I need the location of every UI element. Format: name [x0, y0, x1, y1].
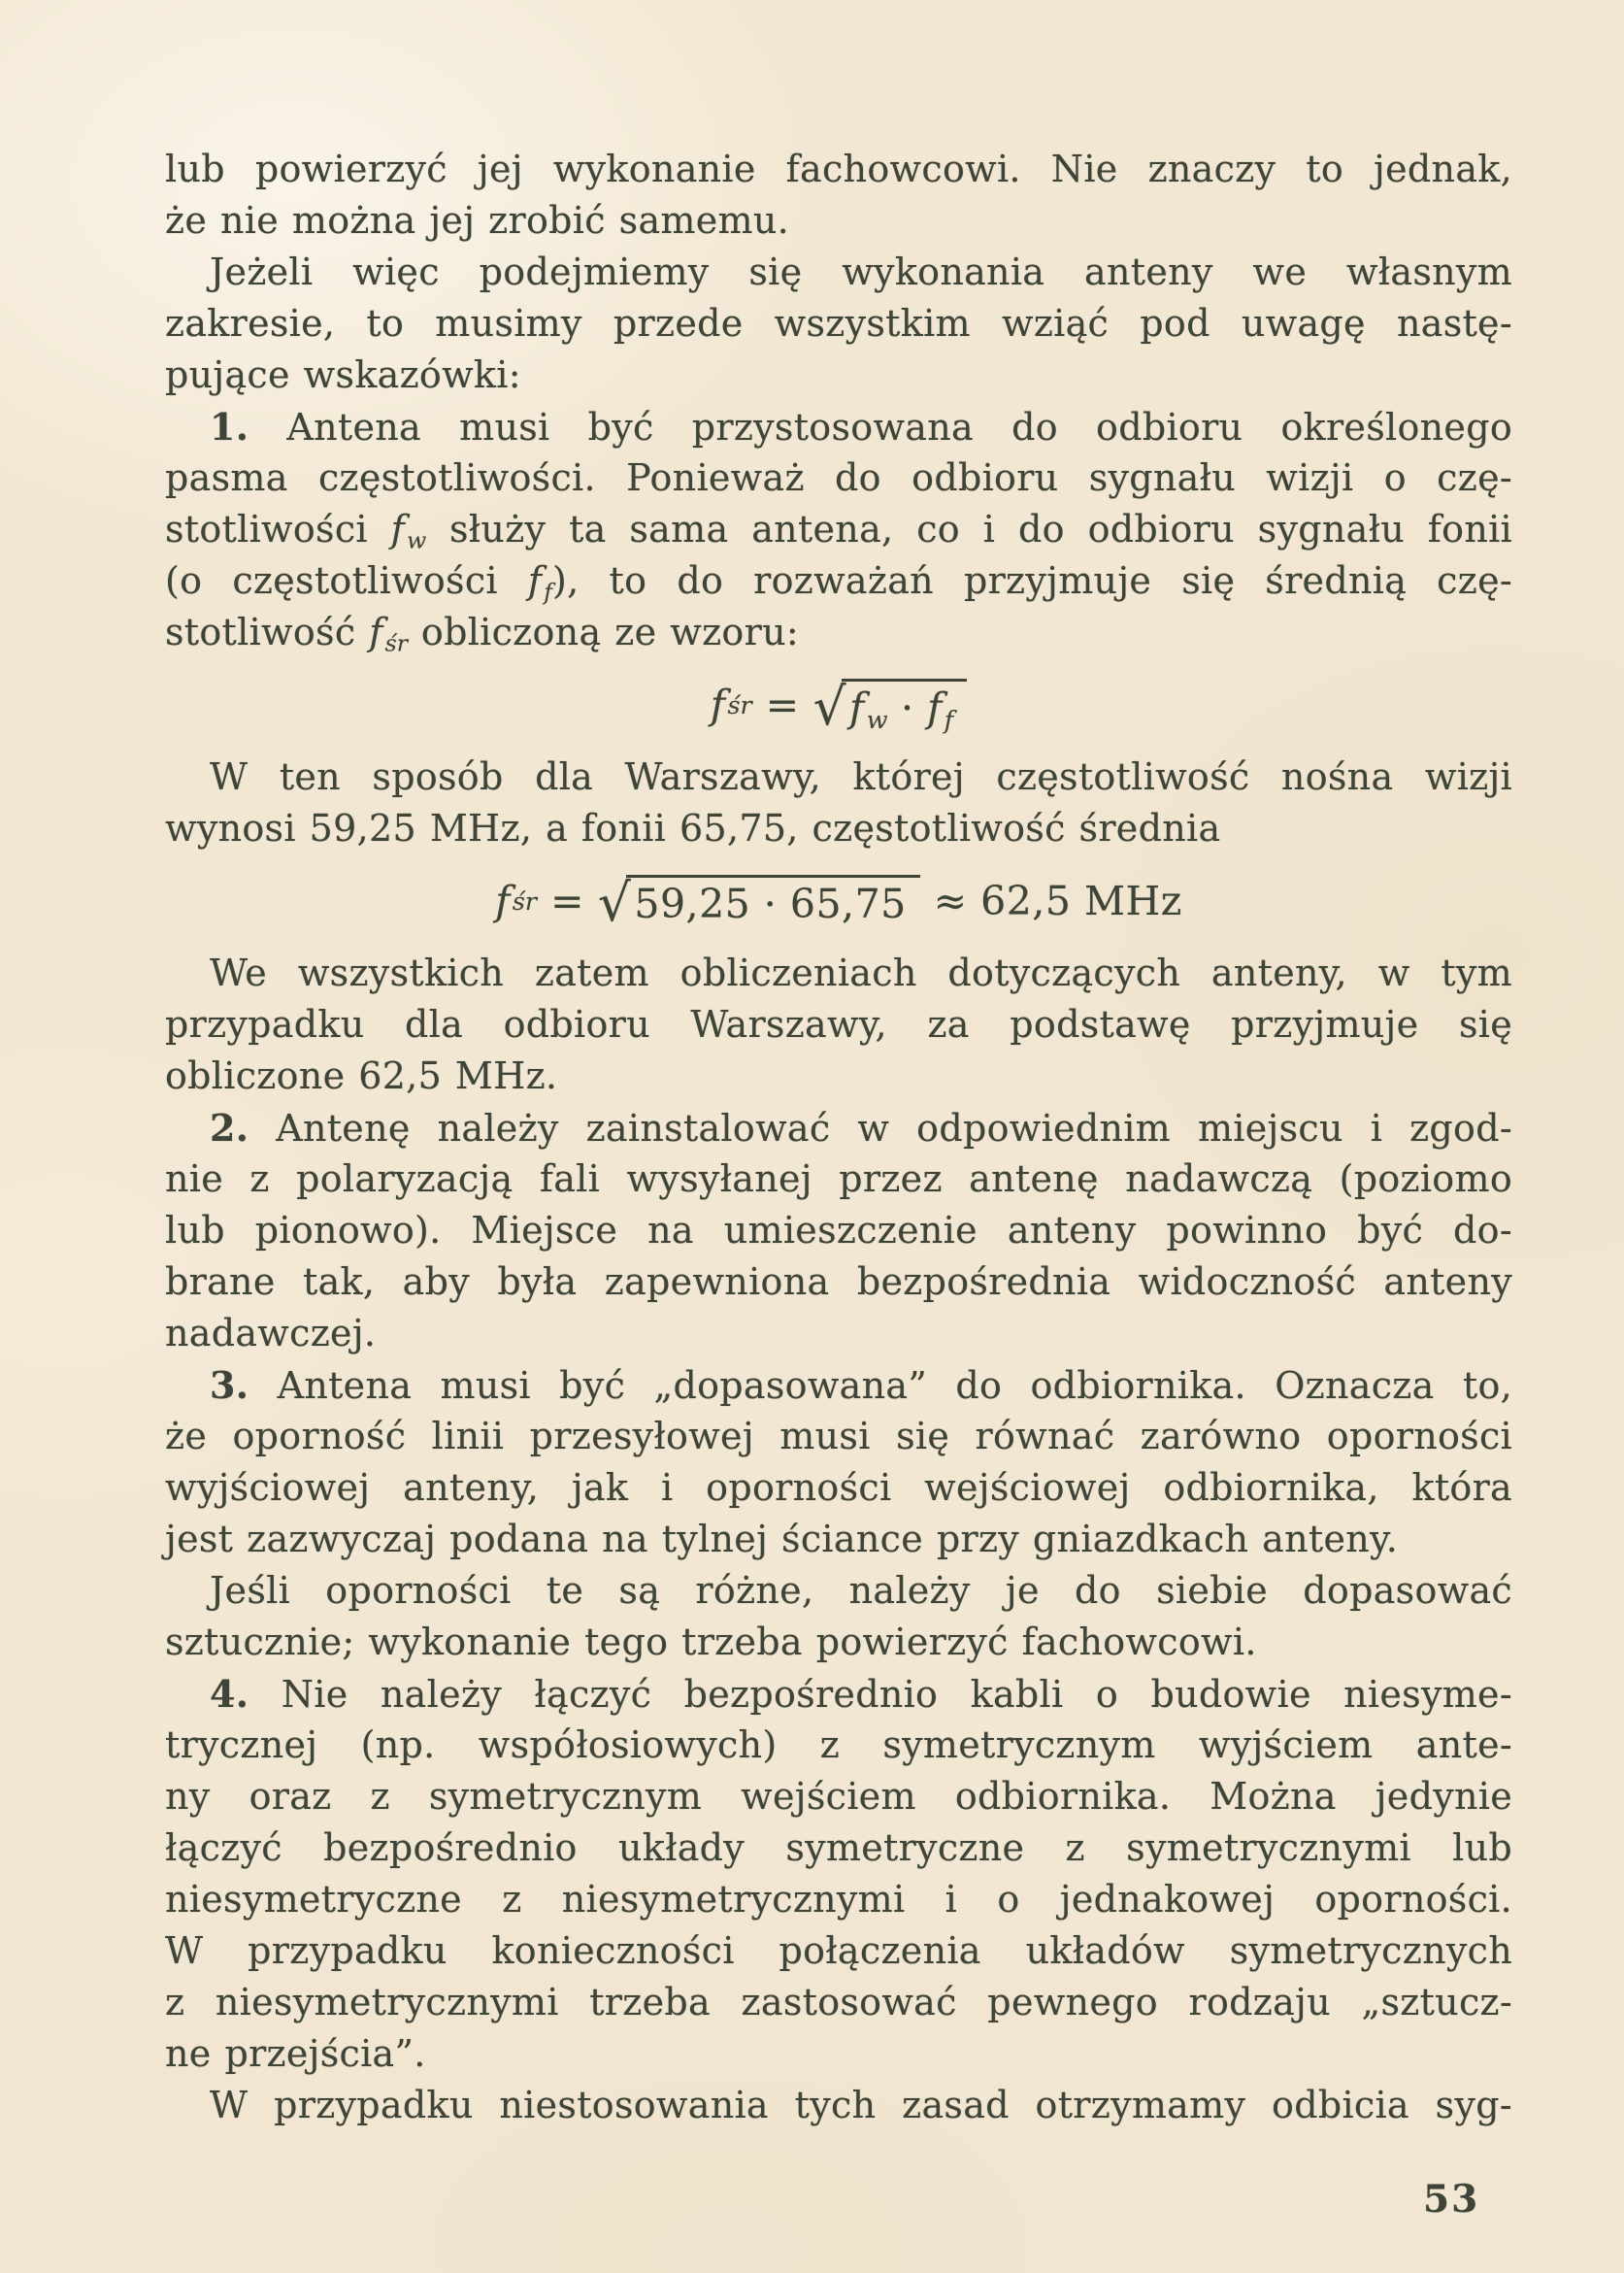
list-item-number: 4. [210, 1672, 249, 1716]
text-line: pasma częstotliwości. Ponieważ do odbioru sygnału wizji o czę- [165, 456, 1512, 499]
text-line: (o częstotliwości $f_f$), to do rozważań przyjmuje się średnią czę- [165, 559, 1513, 606]
text-line: z niesymetrycznymi trzeba zastosować pewnego rodzaju „sztucz- [165, 1981, 1512, 2023]
text-line: stotliwość $f_{śr}$ obliczoną ze wzoru: [165, 611, 799, 657]
text-line: stotliwości $f_w$ służy ta sama antena, co i do odbioru sygnału fonii [165, 508, 1513, 554]
text-line: przypadku dla odbioru Warszawy, za podstawę przyjmuje się [165, 1003, 1512, 1046]
text-line: wyjściowej anteny, jak i oporności wejściowej odbiornika, która [165, 1466, 1512, 1509]
list-item-number: 2. [210, 1106, 249, 1150]
math-subscript: w [407, 526, 427, 554]
math-subscript: f [944, 705, 954, 735]
text-line: 3. Antena musi być „dopasowana” do odbiornika. Oznacza to, [210, 1363, 1512, 1407]
text-line: niesymetryczne z niesymetrycznymi i o jednakowej oporności. [165, 1878, 1512, 1921]
text-line: trycznej (np. współosiowych) z symetrycznym wyjściem ante- [165, 1723, 1512, 1766]
text-line: W ten sposób dla Warszawy, której częstotliwość nośna wizji [210, 755, 1512, 798]
math-variable-f: f [710, 682, 726, 728]
text-line: wynosi 59,25 MHz, a fonii 65,75, częstotliwość średnia [165, 807, 1221, 850]
text-line: nadawczej. [165, 1312, 377, 1354]
equals-sign: = [765, 682, 800, 728]
math-variable-f: f [527, 559, 543, 602]
page-number: 53 [1423, 2177, 1480, 2222]
text-line: łączyć bezpośrednio układy symetryczne z symetrycznymi lub [165, 1826, 1512, 1869]
math-variable-f: f [369, 611, 383, 653]
text-line: W przypadku niestosowania tych zasad otrzymamy odbicia syg- [210, 2084, 1512, 2126]
text-line: brane tak, aby była zapewniona bezpośrednia widoczność anteny [165, 1260, 1512, 1303]
text-line: ne przejścia”. [165, 2032, 426, 2075]
math-variable-f: f [927, 684, 943, 731]
text-line: Jeżeli więc podejmiemy się wykonania anteny we własnym [210, 251, 1512, 293]
text-line: Jeśli oporności te są różne, należy je do siebie dopasować [210, 1569, 1512, 1612]
list-item-number: 3. [210, 1363, 249, 1407]
text-line: zakresie, to musimy przede wszystkim wziąć pod uwagę nastę- [165, 302, 1512, 345]
text-line: 4. Nie należy łączyć bezpośrednio kabli o budowie niesyme- [210, 1672, 1512, 1716]
text-line: lub powierzyć jej wykonanie fachowcowi. Nie znaczy to jednak, [165, 148, 1512, 190]
text-line: że oporność linii przesyłowej musi się równać zarówno oporności [165, 1415, 1512, 1457]
math-variable-f: f [495, 878, 511, 924]
text-line: lub pionowo). Miejsce na umieszczenie anteny powinno być do- [165, 1209, 1512, 1252]
text-line: jest zazwyczaj podana na tylnej ściance przy gniazdkach anteny. [165, 1518, 1399, 1560]
formula-fsr-warszawa: f śr = √ 59,25 · 65,75 ≈ 62,5 MHz [495, 873, 1182, 934]
text-line: ny oraz z symetrycznym wejściem odbiornika. Można jedynie [165, 1775, 1512, 1818]
text-line: pujące wskazówki: [165, 353, 521, 396]
formula-fsr-general: f śr = √ $f_w \cdot f_f$ [165, 658, 1512, 752]
text-line: sztucznie; wykonanie tego trzeba powierzyć fachowcowi. [165, 1621, 1257, 1663]
text-line: We wszystkich zatem obliczeniach dotyczących anteny, w tym [210, 952, 1512, 994]
math-variable-f: f [390, 508, 406, 551]
radical-sign: √ [812, 677, 847, 738]
text-line: obliczone 62,5 MHz. [165, 1054, 558, 1097]
text-line: 1. Antena musi być przystosowana do odbioru określonego [210, 405, 1512, 449]
text-column [165, 144, 1512, 2131]
math-subscript: śr [384, 629, 409, 657]
math-subscript: f [544, 578, 553, 606]
math-subscript: w [866, 705, 888, 735]
radical-sign: √ [597, 873, 632, 934]
text-line: że nie można jej zrobić samemu. [165, 199, 790, 242]
list-item-number: 1. [210, 405, 249, 449]
formula-result: ≈ 62,5 MHz [933, 878, 1182, 924]
text-line: nie z polaryzacją fali wysyłanej przez antenę nadawczą (poziomo [165, 1157, 1512, 1200]
text-line: W przypadku konieczności połączenia układów symetrycznych [165, 1929, 1512, 1972]
radicand: $f_w \cdot f_f$ [842, 679, 967, 731]
text-line: 2. Antenę należy zainstalować w odpowiednim miejscu i zgod- [210, 1106, 1512, 1150]
math-variable-f: f [849, 684, 865, 731]
equals-sign: = [550, 878, 584, 924]
radicand: 59,25 · 65,75 [626, 875, 919, 927]
